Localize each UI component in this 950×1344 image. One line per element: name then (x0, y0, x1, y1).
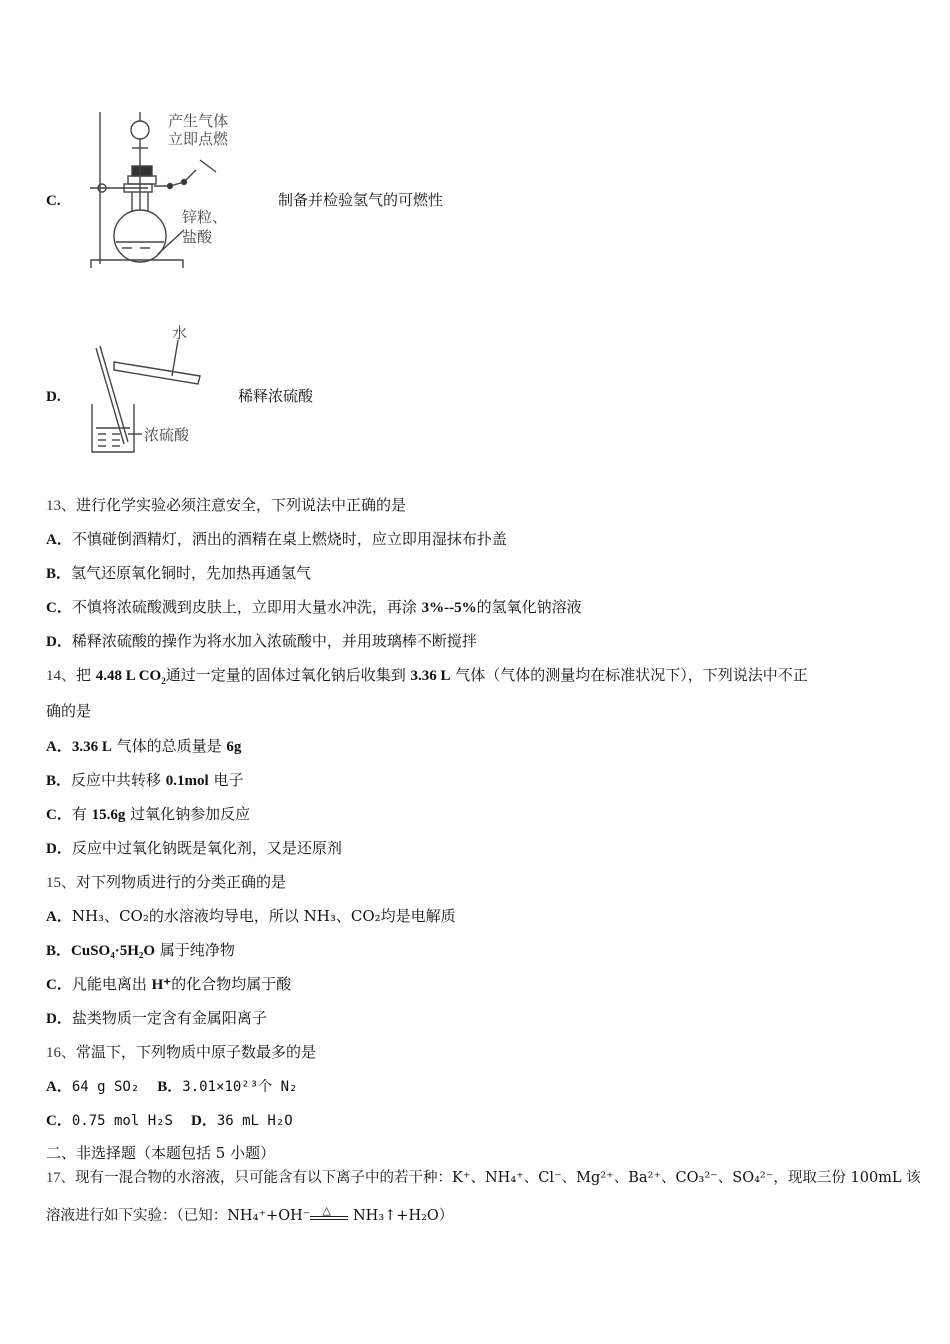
option-label: D． (46, 841, 72, 857)
svg-text:盐酸: 盐酸 (182, 228, 213, 246)
option-label: A． (46, 909, 72, 925)
q14-option-c (46, 804, 250, 825)
svg-text:产生气体: 产生气体 (168, 112, 229, 130)
q15-option-a (46, 906, 456, 927)
question-number: 14、 (46, 668, 77, 684)
option-text: 不慎将浓硫酸溅到皮肤上，立即用大量水冲洗，再涂 (71, 598, 422, 616)
q13-option-b (46, 563, 311, 584)
q14-option-a (46, 736, 241, 757)
q15-option-b (46, 940, 235, 961)
option-label: C． (46, 977, 72, 993)
option-label: D． (191, 1113, 217, 1129)
svg-text:锌粒、: 锌粒、 (182, 208, 228, 226)
option-label: B． (46, 566, 72, 582)
q13-option-c (46, 597, 582, 618)
option-text: 反应中过氧化钠既是氧化剂，又是还原剂 (71, 839, 342, 857)
option-text: 不慎碰倒酒精灯，洒出的酒精在桌上燃烧时，应立即用湿抹布扑盖 (71, 530, 507, 548)
q14-option-b (46, 770, 244, 791)
option-label: C. (46, 193, 61, 209)
mass-value: 6g (226, 739, 242, 755)
chemical-formula: H⁺ (151, 977, 172, 993)
q13-option-d (46, 631, 477, 652)
option-text: 气体的总质量是 (111, 737, 227, 755)
subscript: 2 (161, 676, 166, 686)
option-text: 反应中共转移 (71, 771, 166, 789)
q14-option-d (46, 838, 342, 859)
volume-value: 3.36 L (410, 668, 451, 684)
question-text: 现有一混合物的水溶液，只可能含有以下离子中的若干种：K⁺、NH₄⁺、Cl⁻、Mg²⁺、Ba²⁺、CO₃²⁻、SO₄²⁻，现取三份 100mL 该 (75, 1170, 921, 1186)
option-label: A． (46, 739, 72, 755)
option-text: 3.01×10²³个 N₂ (182, 1079, 298, 1095)
question-14-stem (46, 665, 808, 691)
volume-value: 3.36 L (71, 739, 112, 755)
beaker-illustration-icon (88, 318, 218, 458)
option-text: 36 mL H₂O (216, 1113, 293, 1129)
option-text: 凡能电离出 (71, 975, 152, 993)
option-label: A． (46, 1079, 72, 1095)
option-label: A． (46, 532, 72, 548)
option-label: D． (46, 634, 72, 650)
volume-value: 4.48 L CO (95, 668, 162, 684)
option-label: B． (46, 943, 72, 959)
chemical-formula: CuSO₄·5H₂O (71, 943, 156, 959)
option-label: D. (46, 389, 61, 405)
option-label: C． (46, 1113, 72, 1129)
option-d-caption: 稀释浓硫酸 (238, 387, 314, 405)
option-text: 电子 (208, 771, 244, 789)
question-17-stem-cont (46, 1206, 453, 1226)
question-text: 进行化学实验必须注意安全，下列说法中正确的是 (76, 496, 407, 514)
option-text: 64 g SO₂ (71, 1079, 140, 1095)
option-text: 的化合物均属于酸 (171, 975, 292, 993)
option-text: 有 (71, 805, 92, 823)
mol-value: 0.1mol (165, 773, 209, 789)
question-text: NH₃↑+H₂O） (348, 1208, 454, 1224)
option-label: C． (46, 600, 72, 616)
svg-text:水: 水 (172, 324, 188, 342)
section-heading: 二、非选择题（本题包括 5 小题） (46, 1144, 276, 1162)
question-number: 16、 (46, 1045, 77, 1061)
option-d-figure-label (46, 386, 61, 407)
svg-text:立即点燃: 立即点燃 (168, 130, 229, 148)
question-number: 17、 (46, 1170, 75, 1186)
option-text: 的氢氧化钠溶液 (476, 598, 582, 616)
option-text: NH₃、CO₂的水溶液均导电，所以 NH₃、CO₂均是电解质 (71, 907, 456, 925)
question-text: 通过一定量的固体过氧化钠后收集到 (165, 666, 411, 684)
option-text: 盐类物质一定含有金属阳离子 (71, 1009, 267, 1027)
question-text: 溶液进行如下实验：（已知：NH₄⁺+OH⁻ (46, 1208, 311, 1224)
option-text: 过氧化钠参加反应 (125, 805, 251, 823)
option-c-caption: 制备并检验氢气的可燃性 (278, 191, 444, 209)
question-text: 对下列物质进行的分类正确的是 (76, 873, 287, 891)
question-text: 把 (76, 666, 96, 684)
option-label: D． (46, 1011, 72, 1027)
question-number: 13、 (46, 498, 77, 514)
question-text: 气体（气体的测量均在标准状况下），下列说法中不正 (450, 666, 808, 684)
svg-text:浓硫酸: 浓硫酸 (144, 426, 190, 444)
option-text: 氢气还原氧化铜时，先加热再通氢气 (71, 564, 312, 582)
q15-option-d (46, 1008, 267, 1029)
option-text: 稀释浓硫酸的操作为将水加入浓硫酸中，并用玻璃棒不断搅拌 (71, 632, 477, 650)
percentage-value: 3%--5% (421, 600, 477, 616)
option-label: C． (46, 807, 72, 823)
mass-value: 15.6g (91, 807, 126, 823)
question-14-stem-cont: 确的是 (46, 702, 92, 720)
question-13-stem (46, 495, 406, 516)
option-label: B． (46, 773, 72, 789)
question-15-stem (46, 872, 286, 893)
q13-option-a (46, 529, 507, 550)
option-text: 属于纯净物 (155, 941, 235, 959)
option-text: 0.75 mol H₂S (71, 1113, 173, 1129)
apparatus-illustration-icon (88, 106, 248, 272)
heat-condition-symbol: △ (322, 1204, 331, 1217)
q16-options-cd (46, 1110, 293, 1131)
hydrogen-generation-apparatus-diagram (88, 106, 248, 272)
question-16-stem (46, 1042, 316, 1063)
option-c-figure-label (46, 190, 61, 211)
heating-equilibrium-arrow-icon (310, 1204, 348, 1223)
q15-option-c (46, 974, 291, 995)
question-text: 常温下，下列物质中原子数最多的是 (76, 1043, 317, 1061)
question-17-stem (46, 1168, 921, 1188)
option-label: B． (157, 1079, 183, 1095)
question-number: 15、 (46, 875, 77, 891)
dilute-sulfuric-acid-diagram (88, 318, 218, 458)
q16-options-ab (46, 1076, 297, 1097)
